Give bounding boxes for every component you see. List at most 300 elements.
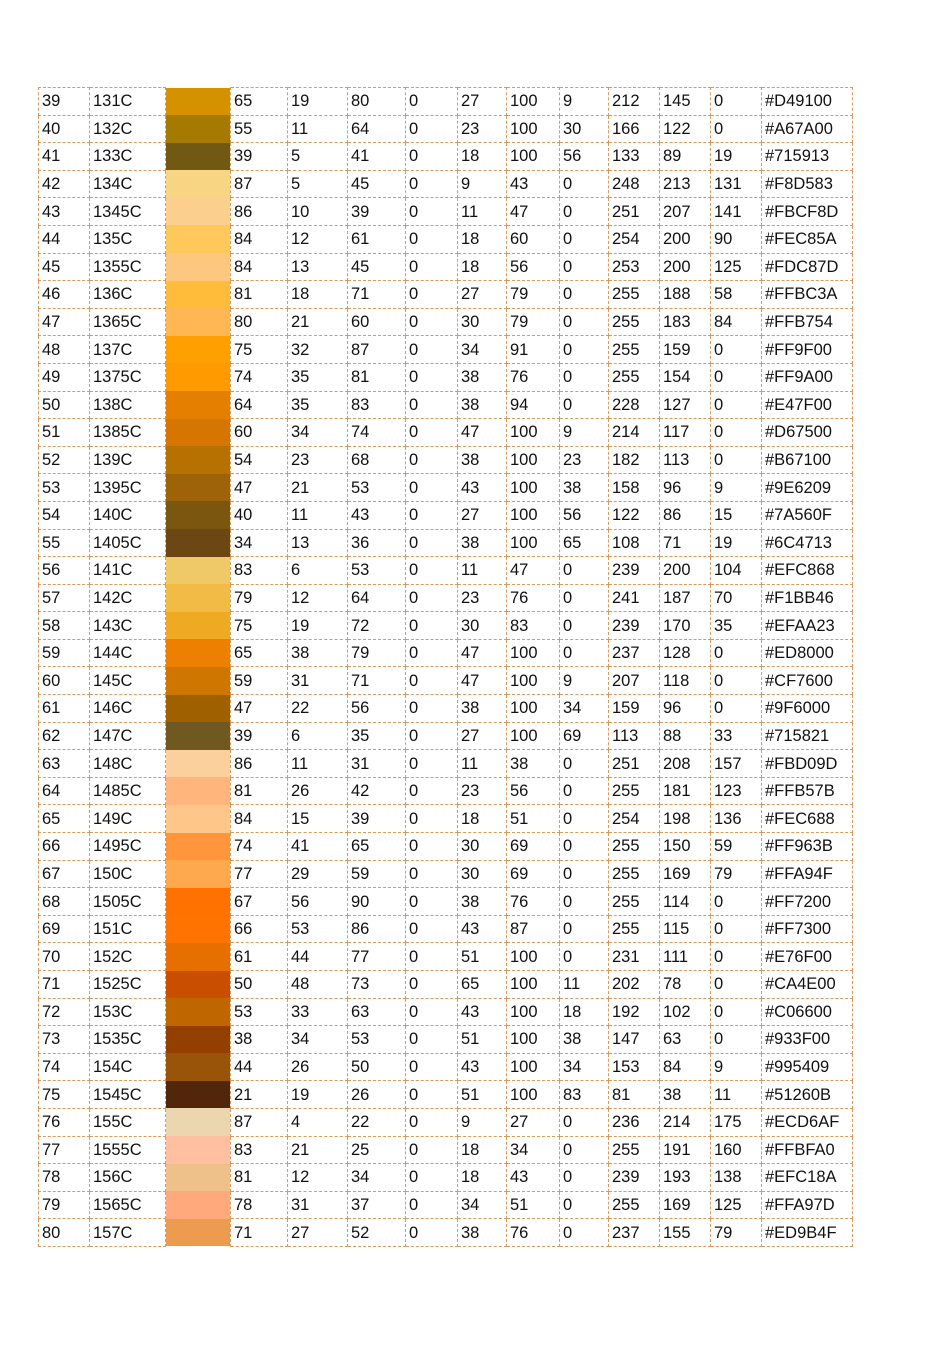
yellow-cell: 100	[507, 722, 560, 750]
value-c-cell: 45	[348, 170, 406, 198]
pantone-code-cell: 135C	[90, 225, 166, 253]
row-number-cell: 42	[39, 170, 90, 198]
cyan-cell: 0	[406, 1164, 458, 1192]
cyan-cell: 0	[406, 198, 458, 226]
table-row	[39, 1108, 853, 1136]
value-c-cell: 71	[348, 667, 406, 695]
black-cell: 0	[560, 336, 609, 364]
table-row	[39, 1191, 853, 1219]
color-swatch	[166, 308, 231, 336]
green-cell: 117	[660, 419, 711, 447]
yellow-cell: 100	[507, 529, 560, 557]
magenta-cell: 47	[458, 639, 507, 667]
cyan-cell: 0	[406, 446, 458, 474]
row-number-cell: 56	[39, 557, 90, 585]
magenta-cell: 11	[458, 557, 507, 585]
value-a-cell: 84	[231, 225, 288, 253]
cyan-cell: 0	[406, 529, 458, 557]
value-c-cell: 64	[348, 115, 406, 143]
hex-code-cell: #FDC87D	[762, 253, 853, 281]
table-row	[39, 888, 853, 916]
black-cell: 0	[560, 308, 609, 336]
table-row	[39, 474, 853, 502]
value-a-cell: 79	[231, 584, 288, 612]
value-a-cell: 61	[231, 943, 288, 971]
magenta-cell: 18	[458, 225, 507, 253]
black-cell: 0	[560, 1191, 609, 1219]
row-number-cell: 53	[39, 474, 90, 502]
pantone-code-cell: 154C	[90, 1053, 166, 1081]
cyan-cell: 0	[406, 336, 458, 364]
green-cell: 154	[660, 363, 711, 391]
hex-code-cell: #FF9A00	[762, 363, 853, 391]
cyan-cell: 0	[406, 170, 458, 198]
color-swatch	[166, 170, 231, 198]
table-row	[39, 777, 853, 805]
pantone-code-cell: 1395C	[90, 474, 166, 502]
red-cell: 239	[609, 557, 660, 585]
red-cell: 236	[609, 1108, 660, 1136]
value-c-cell: 39	[348, 198, 406, 226]
value-c-cell: 52	[348, 1219, 406, 1247]
black-cell: 23	[560, 446, 609, 474]
color-swatch	[166, 1164, 231, 1192]
red-cell: 237	[609, 639, 660, 667]
magenta-cell: 43	[458, 1053, 507, 1081]
red-cell: 255	[609, 833, 660, 861]
table-row	[39, 1026, 853, 1054]
blue-cell: 0	[711, 115, 762, 143]
blue-cell: 79	[711, 860, 762, 888]
value-a-cell: 21	[231, 1081, 288, 1109]
value-c-cell: 22	[348, 1108, 406, 1136]
table-row	[39, 667, 853, 695]
black-cell: 38	[560, 1026, 609, 1054]
cyan-cell: 0	[406, 777, 458, 805]
value-b-cell: 33	[288, 998, 348, 1026]
table-row	[39, 198, 853, 226]
value-c-cell: 25	[348, 1136, 406, 1164]
hex-code-cell: #FFB754	[762, 308, 853, 336]
red-cell: 255	[609, 308, 660, 336]
cyan-cell: 0	[406, 88, 458, 116]
pantone-code-cell: 139C	[90, 446, 166, 474]
black-cell: 9	[560, 88, 609, 116]
pantone-code-cell: 150C	[90, 860, 166, 888]
cyan-cell: 0	[406, 998, 458, 1026]
red-cell: 81	[609, 1081, 660, 1109]
black-cell: 0	[560, 557, 609, 585]
yellow-cell: 100	[507, 474, 560, 502]
yellow-cell: 100	[507, 971, 560, 999]
pantone-color-table	[38, 87, 853, 1247]
black-cell: 0	[560, 170, 609, 198]
value-a-cell: 38	[231, 1026, 288, 1054]
green-cell: 208	[660, 750, 711, 778]
yellow-cell: 100	[507, 446, 560, 474]
row-number-cell: 67	[39, 860, 90, 888]
color-swatch	[166, 474, 231, 502]
value-c-cell: 41	[348, 143, 406, 171]
blue-cell: 84	[711, 308, 762, 336]
value-c-cell: 37	[348, 1191, 406, 1219]
black-cell: 0	[560, 281, 609, 309]
blue-cell: 125	[711, 253, 762, 281]
value-b-cell: 11	[288, 115, 348, 143]
table-row	[39, 639, 853, 667]
hex-code-cell: #CA4E00	[762, 971, 853, 999]
blue-cell: 59	[711, 833, 762, 861]
magenta-cell: 30	[458, 308, 507, 336]
black-cell: 0	[560, 225, 609, 253]
green-cell: 183	[660, 308, 711, 336]
black-cell: 69	[560, 722, 609, 750]
yellow-cell: 100	[507, 419, 560, 447]
yellow-cell: 100	[507, 943, 560, 971]
cyan-cell: 0	[406, 750, 458, 778]
cyan-cell: 0	[406, 143, 458, 171]
row-number-cell: 72	[39, 998, 90, 1026]
value-b-cell: 19	[288, 88, 348, 116]
green-cell: 214	[660, 1108, 711, 1136]
red-cell: 255	[609, 1191, 660, 1219]
cyan-cell: 0	[406, 225, 458, 253]
green-cell: 169	[660, 860, 711, 888]
red-cell: 255	[609, 888, 660, 916]
magenta-cell: 51	[458, 1026, 507, 1054]
value-b-cell: 31	[288, 1191, 348, 1219]
value-c-cell: 60	[348, 308, 406, 336]
color-swatch	[166, 1053, 231, 1081]
black-cell: 9	[560, 419, 609, 447]
table-row	[39, 833, 853, 861]
color-swatch	[166, 971, 231, 999]
color-swatch	[166, 915, 231, 943]
value-a-cell: 67	[231, 888, 288, 916]
cyan-cell: 0	[406, 971, 458, 999]
green-cell: 84	[660, 1053, 711, 1081]
color-swatch	[166, 529, 231, 557]
pantone-code-cell: 155C	[90, 1108, 166, 1136]
yellow-cell: 76	[507, 584, 560, 612]
yellow-cell: 100	[507, 667, 560, 695]
value-a-cell: 74	[231, 833, 288, 861]
row-number-cell: 61	[39, 695, 90, 723]
color-swatch	[166, 750, 231, 778]
red-cell: 108	[609, 529, 660, 557]
table-row	[39, 446, 853, 474]
value-a-cell: 86	[231, 750, 288, 778]
magenta-cell: 18	[458, 253, 507, 281]
row-number-cell: 44	[39, 225, 90, 253]
pantone-code-cell: 1565C	[90, 1191, 166, 1219]
green-cell: 122	[660, 115, 711, 143]
cyan-cell: 0	[406, 888, 458, 916]
yellow-cell: 69	[507, 860, 560, 888]
value-c-cell: 34	[348, 1164, 406, 1192]
yellow-cell: 91	[507, 336, 560, 364]
magenta-cell: 27	[458, 281, 507, 309]
red-cell: 207	[609, 667, 660, 695]
yellow-cell: 56	[507, 253, 560, 281]
yellow-cell: 60	[507, 225, 560, 253]
table-row	[39, 860, 853, 888]
red-cell: 231	[609, 943, 660, 971]
value-a-cell: 50	[231, 971, 288, 999]
row-number-cell: 46	[39, 281, 90, 309]
hex-code-cell: #EFC868	[762, 557, 853, 585]
blue-cell: 0	[711, 998, 762, 1026]
cyan-cell: 0	[406, 639, 458, 667]
hex-code-cell: #CF7600	[762, 667, 853, 695]
value-a-cell: 74	[231, 363, 288, 391]
hex-code-cell: #F8D583	[762, 170, 853, 198]
table-row	[39, 805, 853, 833]
value-a-cell: 55	[231, 115, 288, 143]
value-b-cell: 26	[288, 777, 348, 805]
cyan-cell: 0	[406, 695, 458, 723]
row-number-cell: 45	[39, 253, 90, 281]
blue-cell: 0	[711, 446, 762, 474]
value-b-cell: 13	[288, 253, 348, 281]
row-number-cell: 48	[39, 336, 90, 364]
value-b-cell: 19	[288, 1081, 348, 1109]
row-number-cell: 80	[39, 1219, 90, 1247]
value-a-cell: 40	[231, 501, 288, 529]
magenta-cell: 23	[458, 584, 507, 612]
yellow-cell: 51	[507, 1191, 560, 1219]
value-b-cell: 6	[288, 722, 348, 750]
black-cell: 0	[560, 888, 609, 916]
value-b-cell: 56	[288, 888, 348, 916]
pantone-code-cell: 1545C	[90, 1081, 166, 1109]
green-cell: 213	[660, 170, 711, 198]
hex-code-cell: #ED9B4F	[762, 1219, 853, 1247]
green-cell: 128	[660, 639, 711, 667]
pantone-code-cell: 133C	[90, 143, 166, 171]
value-c-cell: 77	[348, 943, 406, 971]
row-number-cell: 75	[39, 1081, 90, 1109]
red-cell: 228	[609, 391, 660, 419]
hex-code-cell: #EFC18A	[762, 1164, 853, 1192]
magenta-cell: 51	[458, 1081, 507, 1109]
blue-cell: 138	[711, 1164, 762, 1192]
cyan-cell: 0	[406, 1191, 458, 1219]
value-c-cell: 80	[348, 88, 406, 116]
table-row	[39, 695, 853, 723]
magenta-cell: 27	[458, 501, 507, 529]
value-c-cell: 53	[348, 1026, 406, 1054]
blue-cell: 131	[711, 170, 762, 198]
value-a-cell: 75	[231, 336, 288, 364]
pantone-code-cell: 142C	[90, 584, 166, 612]
value-b-cell: 53	[288, 915, 348, 943]
cyan-cell: 0	[406, 860, 458, 888]
blue-cell: 125	[711, 1191, 762, 1219]
value-b-cell: 35	[288, 363, 348, 391]
black-cell: 18	[560, 998, 609, 1026]
value-a-cell: 83	[231, 557, 288, 585]
black-cell: 0	[560, 860, 609, 888]
blue-cell: 0	[711, 88, 762, 116]
pantone-code-cell: 152C	[90, 943, 166, 971]
row-number-cell: 60	[39, 667, 90, 695]
magenta-cell: 23	[458, 115, 507, 143]
value-c-cell: 56	[348, 695, 406, 723]
cyan-cell: 0	[406, 1108, 458, 1136]
value-a-cell: 86	[231, 198, 288, 226]
value-b-cell: 32	[288, 336, 348, 364]
red-cell: 254	[609, 225, 660, 253]
value-b-cell: 5	[288, 143, 348, 171]
color-swatch	[166, 695, 231, 723]
row-number-cell: 40	[39, 115, 90, 143]
value-c-cell: 53	[348, 557, 406, 585]
green-cell: 200	[660, 225, 711, 253]
cyan-cell: 0	[406, 584, 458, 612]
magenta-cell: 51	[458, 943, 507, 971]
green-cell: 102	[660, 998, 711, 1026]
yellow-cell: 47	[507, 198, 560, 226]
cyan-cell: 0	[406, 1136, 458, 1164]
value-b-cell: 12	[288, 584, 348, 612]
blue-cell: 33	[711, 722, 762, 750]
magenta-cell: 30	[458, 612, 507, 640]
table-row	[39, 1053, 853, 1081]
magenta-cell: 30	[458, 833, 507, 861]
cyan-cell: 0	[406, 557, 458, 585]
magenta-cell: 65	[458, 971, 507, 999]
black-cell: 11	[560, 971, 609, 999]
row-number-cell: 73	[39, 1026, 90, 1054]
value-a-cell: 65	[231, 88, 288, 116]
blue-cell: 0	[711, 695, 762, 723]
cyan-cell: 0	[406, 1053, 458, 1081]
black-cell: 0	[560, 750, 609, 778]
black-cell: 0	[560, 198, 609, 226]
black-cell: 56	[560, 143, 609, 171]
value-a-cell: 47	[231, 474, 288, 502]
blue-cell: 35	[711, 612, 762, 640]
value-c-cell: 61	[348, 225, 406, 253]
pantone-code-cell: 1375C	[90, 363, 166, 391]
color-swatch	[166, 833, 231, 861]
row-number-cell: 77	[39, 1136, 90, 1164]
blue-cell: 175	[711, 1108, 762, 1136]
blue-cell: 0	[711, 391, 762, 419]
hex-code-cell: #9F6000	[762, 695, 853, 723]
red-cell: 158	[609, 474, 660, 502]
pantone-code-cell: 149C	[90, 805, 166, 833]
cyan-cell: 0	[406, 115, 458, 143]
hex-code-cell: #EFAA23	[762, 612, 853, 640]
green-cell: 63	[660, 1026, 711, 1054]
hex-code-cell: #FBCF8D	[762, 198, 853, 226]
table-row	[39, 750, 853, 778]
value-c-cell: 42	[348, 777, 406, 805]
black-cell: 0	[560, 777, 609, 805]
value-a-cell: 39	[231, 143, 288, 171]
cyan-cell: 0	[406, 281, 458, 309]
yellow-cell: 100	[507, 1026, 560, 1054]
color-swatch	[166, 115, 231, 143]
yellow-cell: 100	[507, 639, 560, 667]
value-c-cell: 73	[348, 971, 406, 999]
pantone-code-cell: 1495C	[90, 833, 166, 861]
color-swatch	[166, 943, 231, 971]
value-c-cell: 72	[348, 612, 406, 640]
yellow-cell: 83	[507, 612, 560, 640]
yellow-cell: 87	[507, 915, 560, 943]
hex-code-cell: #ED8000	[762, 639, 853, 667]
value-b-cell: 21	[288, 474, 348, 502]
value-c-cell: 26	[348, 1081, 406, 1109]
red-cell: 166	[609, 115, 660, 143]
value-c-cell: 90	[348, 888, 406, 916]
yellow-cell: 79	[507, 281, 560, 309]
value-c-cell: 36	[348, 529, 406, 557]
yellow-cell: 100	[507, 501, 560, 529]
color-swatch	[166, 225, 231, 253]
cyan-cell: 0	[406, 1081, 458, 1109]
row-number-cell: 66	[39, 833, 90, 861]
blue-cell: 0	[711, 363, 762, 391]
table-row	[39, 170, 853, 198]
color-swatch	[166, 777, 231, 805]
table-row	[39, 501, 853, 529]
row-number-cell: 74	[39, 1053, 90, 1081]
row-number-cell: 43	[39, 198, 90, 226]
pantone-code-cell: 1525C	[90, 971, 166, 999]
black-cell: 56	[560, 501, 609, 529]
color-swatch	[166, 281, 231, 309]
green-cell: 96	[660, 695, 711, 723]
magenta-cell: 38	[458, 1219, 507, 1247]
table-row	[39, 584, 853, 612]
black-cell: 0	[560, 915, 609, 943]
value-a-cell: 84	[231, 253, 288, 281]
blue-cell: 11	[711, 1081, 762, 1109]
hex-code-cell: #FFB57B	[762, 777, 853, 805]
value-a-cell: 44	[231, 1053, 288, 1081]
value-b-cell: 22	[288, 695, 348, 723]
value-c-cell: 83	[348, 391, 406, 419]
color-swatch	[166, 584, 231, 612]
yellow-cell: 100	[507, 998, 560, 1026]
table-row	[39, 612, 853, 640]
pantone-code-cell: 140C	[90, 501, 166, 529]
value-a-cell: 83	[231, 1136, 288, 1164]
pantone-code-cell: 153C	[90, 998, 166, 1026]
value-a-cell: 87	[231, 170, 288, 198]
table-row	[39, 1219, 853, 1247]
row-number-cell: 70	[39, 943, 90, 971]
hex-code-cell: #51260B	[762, 1081, 853, 1109]
table-row	[39, 281, 853, 309]
yellow-cell: 38	[507, 750, 560, 778]
yellow-cell: 100	[507, 1053, 560, 1081]
hex-code-cell: #933F00	[762, 1026, 853, 1054]
value-a-cell: 47	[231, 695, 288, 723]
magenta-cell: 30	[458, 860, 507, 888]
green-cell: 71	[660, 529, 711, 557]
yellow-cell: 79	[507, 308, 560, 336]
value-b-cell: 19	[288, 612, 348, 640]
red-cell: 113	[609, 722, 660, 750]
magenta-cell: 23	[458, 777, 507, 805]
red-cell: 255	[609, 336, 660, 364]
value-b-cell: 41	[288, 833, 348, 861]
